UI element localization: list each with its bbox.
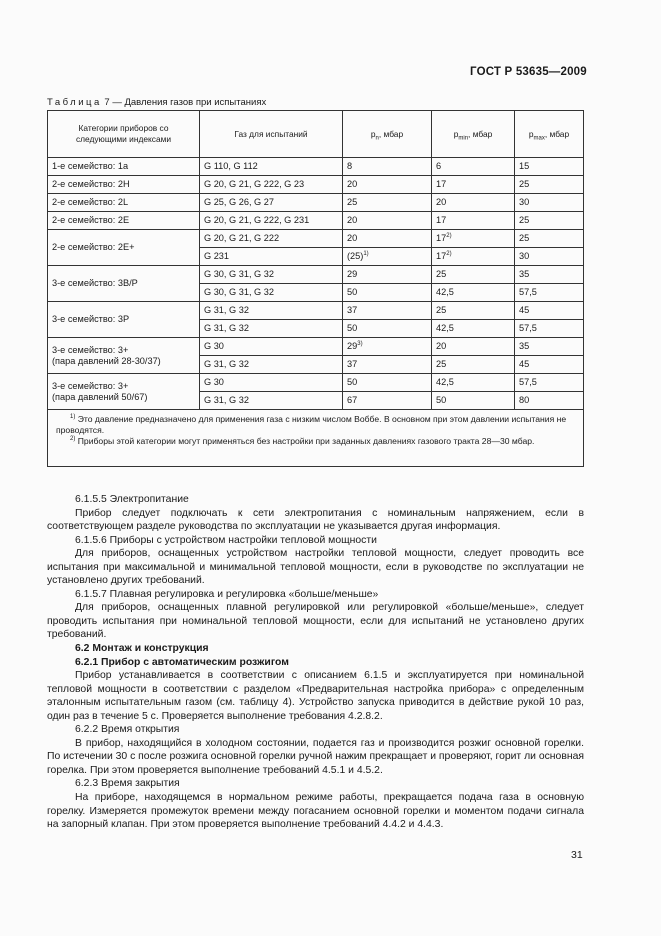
cell-pn: 50 (343, 284, 432, 302)
cell-pmin: 42,5 (432, 284, 515, 302)
paragraph: На приборе, находящемся в нормальном режиме работы, прекращается подача газа в основную горелку. Измеряется промежуток времени между погасанием основной горелки и моментом подачи сигнала на запорный клапан. При этом проверяется выполнение требований 4.4.2 и 4.4.3. (47, 792, 584, 831)
cell-pn: 20 (343, 230, 432, 248)
paragraph: Для приборов, оснащенных плавной регулировкой или регулировкой «больше/меньше», следует проводить испытания при номинальной тепловой мощности, если для испытаний не установлено других требований. (47, 602, 584, 641)
header-pmax: $p_{max}$, мбар (515, 111, 584, 158)
cell-gas: G 30, G 31, G 32 (200, 266, 343, 284)
table-row (48, 194, 584, 212)
cell-pmax: 57,5 (515, 374, 584, 392)
footnote-2: $^{2)}$ Приборы этой категории могут применяться без настройки при заданных давлениях газового тракта 28—30 мбар. (70, 436, 535, 446)
cell-gas: G 31, G 32 (200, 356, 343, 374)
cell-pmax: 80 (515, 392, 584, 410)
footnote-row (48, 410, 584, 467)
cell-pmin: 17 (432, 176, 515, 194)
cell-gas: G 31, G 32 (200, 392, 343, 410)
cell-pmin: 20 (432, 194, 515, 212)
pressure-table (47, 110, 584, 467)
cell-pmax: 15 (515, 158, 584, 176)
paragraph: Для приборов, оснащенных устройством настройки тепловой мощности, следует проводить все испытания при максимальной и минимальной тепловой мощности, если в руководстве по эксплуатации не установлено других требований. (47, 548, 584, 587)
cell-pmin: 42,5 (432, 374, 515, 392)
table-row (48, 374, 584, 392)
cell-pn: 29$^{3)}$ (343, 338, 432, 356)
cell-pmin: 50 (432, 392, 515, 410)
section-heading: 6.1.5.5 Электропитание (75, 494, 189, 505)
cell-gas: G 20, G 21, G 222 (200, 230, 343, 248)
cell-gas: G 110, G 112 (200, 158, 343, 176)
section-heading: 6.1.5.7 Плавная регулировка и регулировка «больше/меньше» (75, 588, 379, 600)
cell-pn: 25 (343, 194, 432, 212)
cell-gas: G 31, G 32 (200, 302, 343, 320)
cell-pmin: 17 (432, 212, 515, 230)
table-caption-prefix: Таблица (47, 97, 102, 108)
cell-gas: G 20, G 21, G 222, G 231 (200, 212, 343, 230)
section-heading: 6.1.5.6 Приборы с устройством настройки тепловой мощности (75, 534, 377, 546)
cell-category: 2-е семейство: 2E (48, 212, 200, 230)
cell-category: 3-е семейство: 3В/Р (48, 266, 200, 302)
cell-pn: 37 (343, 302, 432, 320)
section-heading: 6.2.1 Прибор с автоматическим розжигом (75, 656, 289, 668)
header-category: Категории приборов со следующими индексами (48, 111, 200, 158)
header-pn: $p_n$, мбар (343, 111, 432, 158)
section-heading: 6.2.3 Время закрытия (75, 778, 180, 790)
cell-gas: G 30 (200, 338, 343, 356)
cell-category: 3-е семейство: 3+ (пара давлений 50/67) (48, 374, 200, 410)
cell-gas: G 30, G 31, G 32 (200, 284, 343, 302)
cell-pn: 8 (343, 158, 432, 176)
cell-pmin: 17$^{2)}$ (432, 248, 515, 266)
cell-pmin: 17$^{2)}$ (432, 230, 515, 248)
document-id: ГОСТ Р 53635—2009 (470, 66, 587, 78)
cell-pmin: 6 (432, 158, 515, 176)
section-heading: 6.2 Монтаж и конструкция (75, 643, 209, 655)
table-row (48, 212, 584, 230)
cell-pn: 67 (343, 392, 432, 410)
cell-pn: 50 (343, 320, 432, 338)
cell-category: 1-е семейство: 1а (48, 158, 200, 176)
table-caption-number: 7 (104, 97, 110, 108)
cell-category: 2-е семейство: 2L (48, 194, 200, 212)
cell-gas: G 231 (200, 248, 343, 266)
cell-pmin: 42,5 (432, 320, 515, 338)
cell-category: 2-е семейство: 2H (48, 176, 200, 194)
table-caption-title: — Давления газов при испытаниях (112, 97, 267, 108)
table-row (48, 338, 584, 356)
table-footnotes (48, 410, 584, 467)
cell-pmax: 35 (515, 266, 584, 284)
cell-pmax: 57,5 (515, 284, 584, 302)
cell-category: 3-е семейство: 3Р (48, 302, 200, 338)
header-pmin: $p_{min}$, мбар (432, 111, 515, 158)
cell-pmax: 35 (515, 338, 584, 356)
table-header-row (48, 111, 584, 158)
cell-pmax: 25 (515, 176, 584, 194)
table-caption (47, 97, 266, 108)
table-row (48, 158, 584, 176)
footnote-1: $^{1)}$ Это давление предназначено для применения газа с низким числом Воббе. В основном при этом давлении испытания не проводятся. (56, 414, 567, 435)
paragraph: Прибор устанавливается в соответствии с описанием 6.1.5 и эксплуатируется при номинальной тепловой мощности в соответствии с разделом «Предварительная настройка прибора» с определенным эталонным испытательным газом (см. таблицу 4). Устройство запуска приводится в действие рукой 10 раз, один раз в течение 5 с. Проверяется выполнение требования 4.2.8.2. (47, 670, 584, 722)
cell-pmax: 25 (515, 230, 584, 248)
cell-pmax: 57,5 (515, 320, 584, 338)
cell-pmin: 25 (432, 356, 515, 374)
cell-pn: $(25)^{1)}$ (343, 248, 432, 266)
cell-pmax: 30 (515, 194, 584, 212)
paragraph: В прибор, находящийся в холодном состоянии, подается газ и производится розжиг основной горелки. По истечении 30 с после розжига основной горелки ручной нажим прекращает и проверяют, горит ли основная горелка. При этом проверяется выполнение требований 4.5.1 и 4.5.2. (47, 737, 584, 776)
paragraph: Прибор следует подключать к сети электропитания с номинальным напряжением, если в соответствующем разделе руководства по эксплуатации не указывается другая информация. (47, 507, 584, 533)
cell-pmax: 25 (515, 212, 584, 230)
cell-pmin: 20 (432, 338, 515, 356)
cell-pmin: 25 (432, 302, 515, 320)
cell-pmax: 30 (515, 248, 584, 266)
header-gas: Газ для испытаний (200, 111, 343, 158)
body-text (47, 493, 584, 832)
cell-gas: G 31, G 32 (200, 320, 343, 338)
table-row (48, 230, 584, 248)
cell-gas: G 25, G 26, G 27 (200, 194, 343, 212)
cell-pmax: 45 (515, 356, 584, 374)
section-heading: 6.2.2 Время открытия (75, 724, 180, 736)
cell-pn: 20 (343, 176, 432, 194)
cell-category: 3-е семейство: 3+ (пара давлений 28-30/37) (48, 338, 200, 374)
cell-pn: 50 (343, 374, 432, 392)
cell-pn: 29 (343, 266, 432, 284)
table-row (48, 266, 584, 284)
cell-category: 2-е семейство: 2E+ (48, 230, 200, 266)
table-row (48, 176, 584, 194)
cell-pn: 20 (343, 212, 432, 230)
page-number: 31 (571, 849, 583, 861)
cell-gas: G 20, G 21, G 222, G 23 (200, 176, 343, 194)
cell-pmin: 25 (432, 266, 515, 284)
cell-pmax: 45 (515, 302, 584, 320)
cell-gas: G 30 (200, 374, 343, 392)
cell-pn: 37 (343, 356, 432, 374)
table-row (48, 302, 584, 320)
